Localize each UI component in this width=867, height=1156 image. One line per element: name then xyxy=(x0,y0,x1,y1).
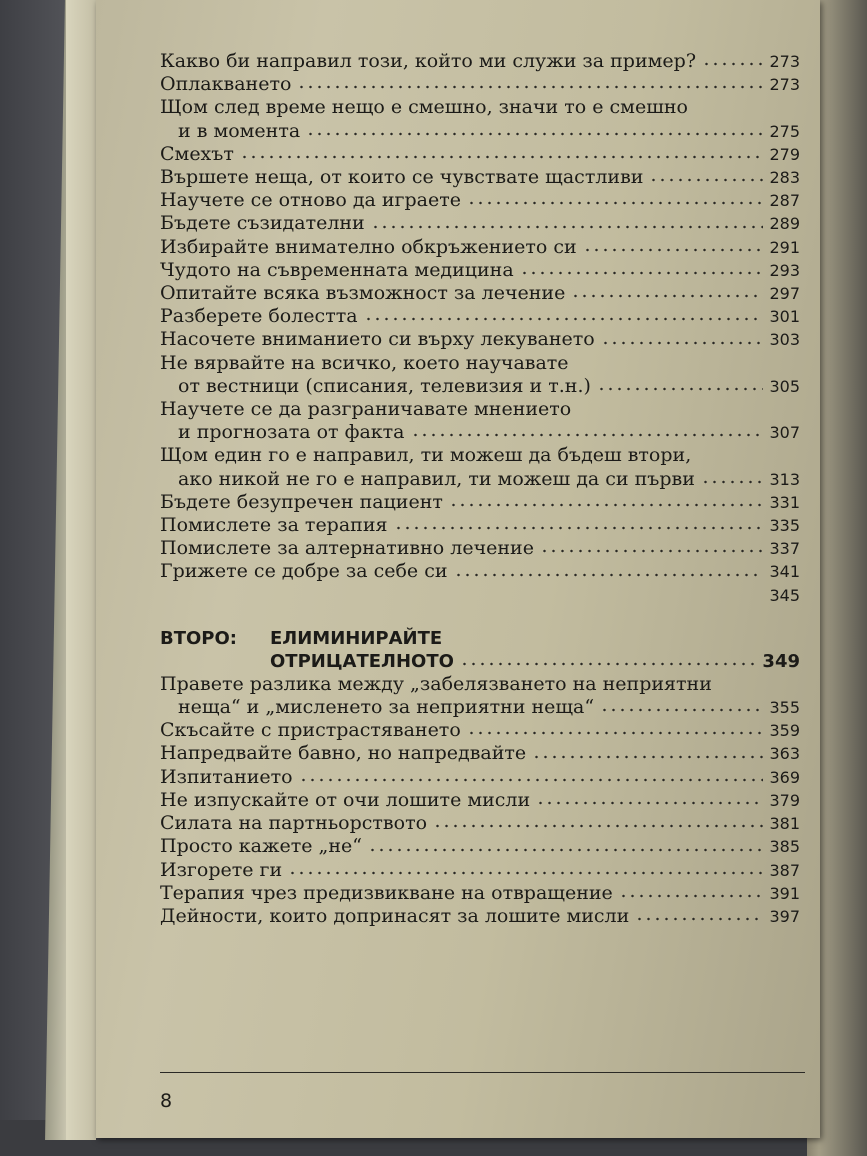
leader-dots xyxy=(288,868,763,878)
toc-entry-page: 341 xyxy=(769,562,800,582)
leader-dots xyxy=(536,798,763,808)
leader-dots xyxy=(306,129,763,139)
leader-dots xyxy=(449,500,764,510)
toc-entry-page: 275 xyxy=(769,121,800,141)
leader-dots xyxy=(619,891,764,901)
toc-entry-page: 379 xyxy=(769,790,800,810)
toc-entry-title: Скъсайте с пристрастяването xyxy=(160,719,461,742)
toc-entry-title: Изгорете ги xyxy=(160,858,283,881)
leader-dots xyxy=(411,430,764,440)
toc-entry-page: 313 xyxy=(769,469,800,489)
toc-entry-page: 293 xyxy=(769,260,800,280)
toc-entry-page: 305 xyxy=(769,376,800,396)
toc-entry-title: Не вярвайте на всичко, което научавате xyxy=(160,351,569,374)
toc-entry xyxy=(160,812,800,835)
toc-entry xyxy=(160,742,800,765)
leader-dots xyxy=(394,523,764,533)
toc-entry-page: 301 xyxy=(769,307,800,327)
toc-entry-title: Чудото на съвременната медицина xyxy=(160,258,514,281)
toc-entry xyxy=(160,259,800,282)
toc-entry xyxy=(160,189,800,212)
leader-dots xyxy=(467,198,763,208)
toc-entry-page: 391 xyxy=(769,883,800,903)
section-page-number: 349 xyxy=(762,650,800,672)
leader-dots xyxy=(583,245,764,255)
toc-entry-title: Грижете се добре за себе си xyxy=(160,560,448,583)
toc-entry-title: Не изпускайте от очи лошите мисли xyxy=(160,788,531,811)
toc-list-b xyxy=(160,673,800,928)
toc-entry xyxy=(160,166,800,189)
toc-entry xyxy=(160,398,800,444)
section-title-line1: ЕЛИМИНИРАЙТЕ xyxy=(270,627,443,649)
toc-entry xyxy=(160,560,800,583)
toc-entry-page: 291 xyxy=(769,237,800,257)
toc-entry xyxy=(160,236,800,259)
toc-entry-title: Избирайте внимателно обкръжението си xyxy=(160,235,577,258)
toc-entry-page: 331 xyxy=(769,492,800,512)
toc-entry-page: 345 xyxy=(769,585,800,605)
toc-entry xyxy=(160,212,800,235)
toc-entry-page: 303 xyxy=(769,330,800,350)
leader-dots xyxy=(299,775,764,785)
leader-dots xyxy=(601,338,764,348)
toc-entry-title: Научете се да разграничавате мнението xyxy=(160,398,572,421)
toc-entry xyxy=(160,491,800,514)
leader-dots xyxy=(540,546,764,556)
toc-entry xyxy=(160,789,800,812)
toc-entry-page: 273 xyxy=(769,52,800,71)
leader-dots xyxy=(297,82,763,92)
toc-entry xyxy=(160,73,800,96)
toc-entry xyxy=(160,882,800,905)
toc-entry-page: 279 xyxy=(769,144,800,164)
toc-entry-title: Насочете вниманието си върху лекуването xyxy=(160,328,595,351)
toc-entry xyxy=(160,766,800,789)
toc-entry-title: Правете разлика между „забелязването на неприятни xyxy=(160,672,712,695)
book-page xyxy=(96,0,820,1138)
toc-entry-page: 397 xyxy=(769,906,800,926)
toc-entry xyxy=(160,96,800,142)
toc-entry xyxy=(160,328,800,351)
leader-dots xyxy=(600,705,763,715)
toc-entry-page: 307 xyxy=(769,423,800,443)
toc-entry-title: неща“ и „мисленето за неприятни неща“ xyxy=(178,696,595,719)
toc-entry-title: Щом след време нещо е смешно, значи то е смешно xyxy=(160,96,688,119)
toc-entry-title: Силата на партньорството xyxy=(160,812,428,835)
section-label: ВТОРО: xyxy=(160,627,237,649)
toc-entry-trailing-page xyxy=(160,584,800,607)
leader-dots xyxy=(368,845,763,855)
toc-entry-title: Оплакването xyxy=(160,73,292,96)
toc-entry-title: Помислете за терапия xyxy=(160,514,388,537)
leader-dots xyxy=(702,59,763,69)
toc-entry-title: Изпитанието xyxy=(160,765,293,788)
toc-entry xyxy=(160,514,800,537)
toc-entry-title: Бъдете съзидателни xyxy=(160,212,365,235)
footer-rule xyxy=(160,1072,805,1073)
toc-entry-page: 387 xyxy=(769,860,800,880)
toc-entry-page: 381 xyxy=(769,814,800,834)
toc-entry-title: Помислете за алтернативно лечение xyxy=(160,537,534,560)
toc-entry-title: от вестници (списания, телевизия и т.н.) xyxy=(178,374,591,397)
leader-dots xyxy=(433,821,763,831)
toc-entry xyxy=(160,537,800,560)
toc-entry xyxy=(160,859,800,882)
toc-entry-title: Дейности, които допринасят за лошите мисли xyxy=(160,904,630,927)
toc-entry-page: 287 xyxy=(769,191,800,211)
toc-entry xyxy=(160,50,800,73)
toc-entry xyxy=(160,305,800,328)
leader-dots xyxy=(597,384,764,394)
leader-dots xyxy=(701,477,764,487)
leader-dots xyxy=(371,222,764,232)
leader-dots xyxy=(454,570,764,580)
leader-dots xyxy=(532,752,763,762)
toc-list-a xyxy=(160,50,800,607)
toc-entry-page: 363 xyxy=(769,744,800,764)
toc-entry-page: 369 xyxy=(769,767,800,787)
toc-entry-page: 355 xyxy=(769,698,800,718)
toc-entry-title: Щом един го е направил, ти можеш да бъдеш втори, xyxy=(160,444,692,467)
toc-entry-page: 283 xyxy=(769,168,800,188)
section-title-line2: ОТРИЦАТЕЛНОТО xyxy=(270,650,454,672)
toc-entry-title: Бъдете безупречен пациент xyxy=(160,490,443,513)
leader-dots xyxy=(520,268,764,278)
leader-dots xyxy=(240,152,764,162)
toc-section-heading xyxy=(160,627,800,673)
toc-entry xyxy=(160,835,800,858)
page-number: 8 xyxy=(160,1090,173,1112)
toc-entry-title: Какво би направил този, който ми служи за пример? xyxy=(160,50,697,72)
toc-entry-page: 297 xyxy=(769,284,800,304)
toc-entry-title: ако никой не го е направил, ти можеш да си първи xyxy=(178,467,695,490)
toc-entry-page: 359 xyxy=(769,721,800,741)
toc-entry-title: Терапия чрез предизвикване на отвращение xyxy=(160,881,613,904)
toc-entry xyxy=(160,444,800,490)
toc-entry-title: Разберете болестта xyxy=(160,305,358,328)
leader-dots xyxy=(635,914,763,924)
toc-entry-page: 385 xyxy=(769,837,800,857)
toc-entry-page: 337 xyxy=(769,539,800,559)
toc-entry-title: Вършете неща, от които се чувствате щастливи xyxy=(160,166,644,189)
toc-entry-page: 335 xyxy=(769,516,800,536)
toc-entry-title: Опитайте всяка възможност за лечение xyxy=(160,282,566,305)
toc-entry-title: и прогнозата от факта xyxy=(178,421,405,444)
leader-dots xyxy=(460,659,756,669)
leader-dots xyxy=(467,728,764,738)
toc-entry xyxy=(160,282,800,305)
toc-entry xyxy=(160,905,800,928)
toc-entry xyxy=(160,143,800,166)
toc-entry xyxy=(160,719,800,742)
toc-entry-title: Научете се отново да играете xyxy=(160,189,462,212)
leader-dots xyxy=(649,175,763,185)
leader-dots xyxy=(364,314,764,324)
toc-entry-title: Смехът xyxy=(160,142,234,165)
toc-entry-page: 289 xyxy=(769,214,800,234)
leader-dots xyxy=(571,291,763,301)
toc-entry xyxy=(160,673,800,719)
toc-entry-title: Просто кажете „не“ xyxy=(160,835,362,858)
toc-entry-page: 273 xyxy=(769,75,800,95)
toc-entry xyxy=(160,352,800,398)
toc-entry-title: и в момента xyxy=(178,119,301,142)
page-stack-edge-inner xyxy=(66,0,96,1140)
table-of-contents xyxy=(160,50,800,928)
toc-entry-title: Напредвайте бавно, но напредвайте xyxy=(160,742,527,765)
